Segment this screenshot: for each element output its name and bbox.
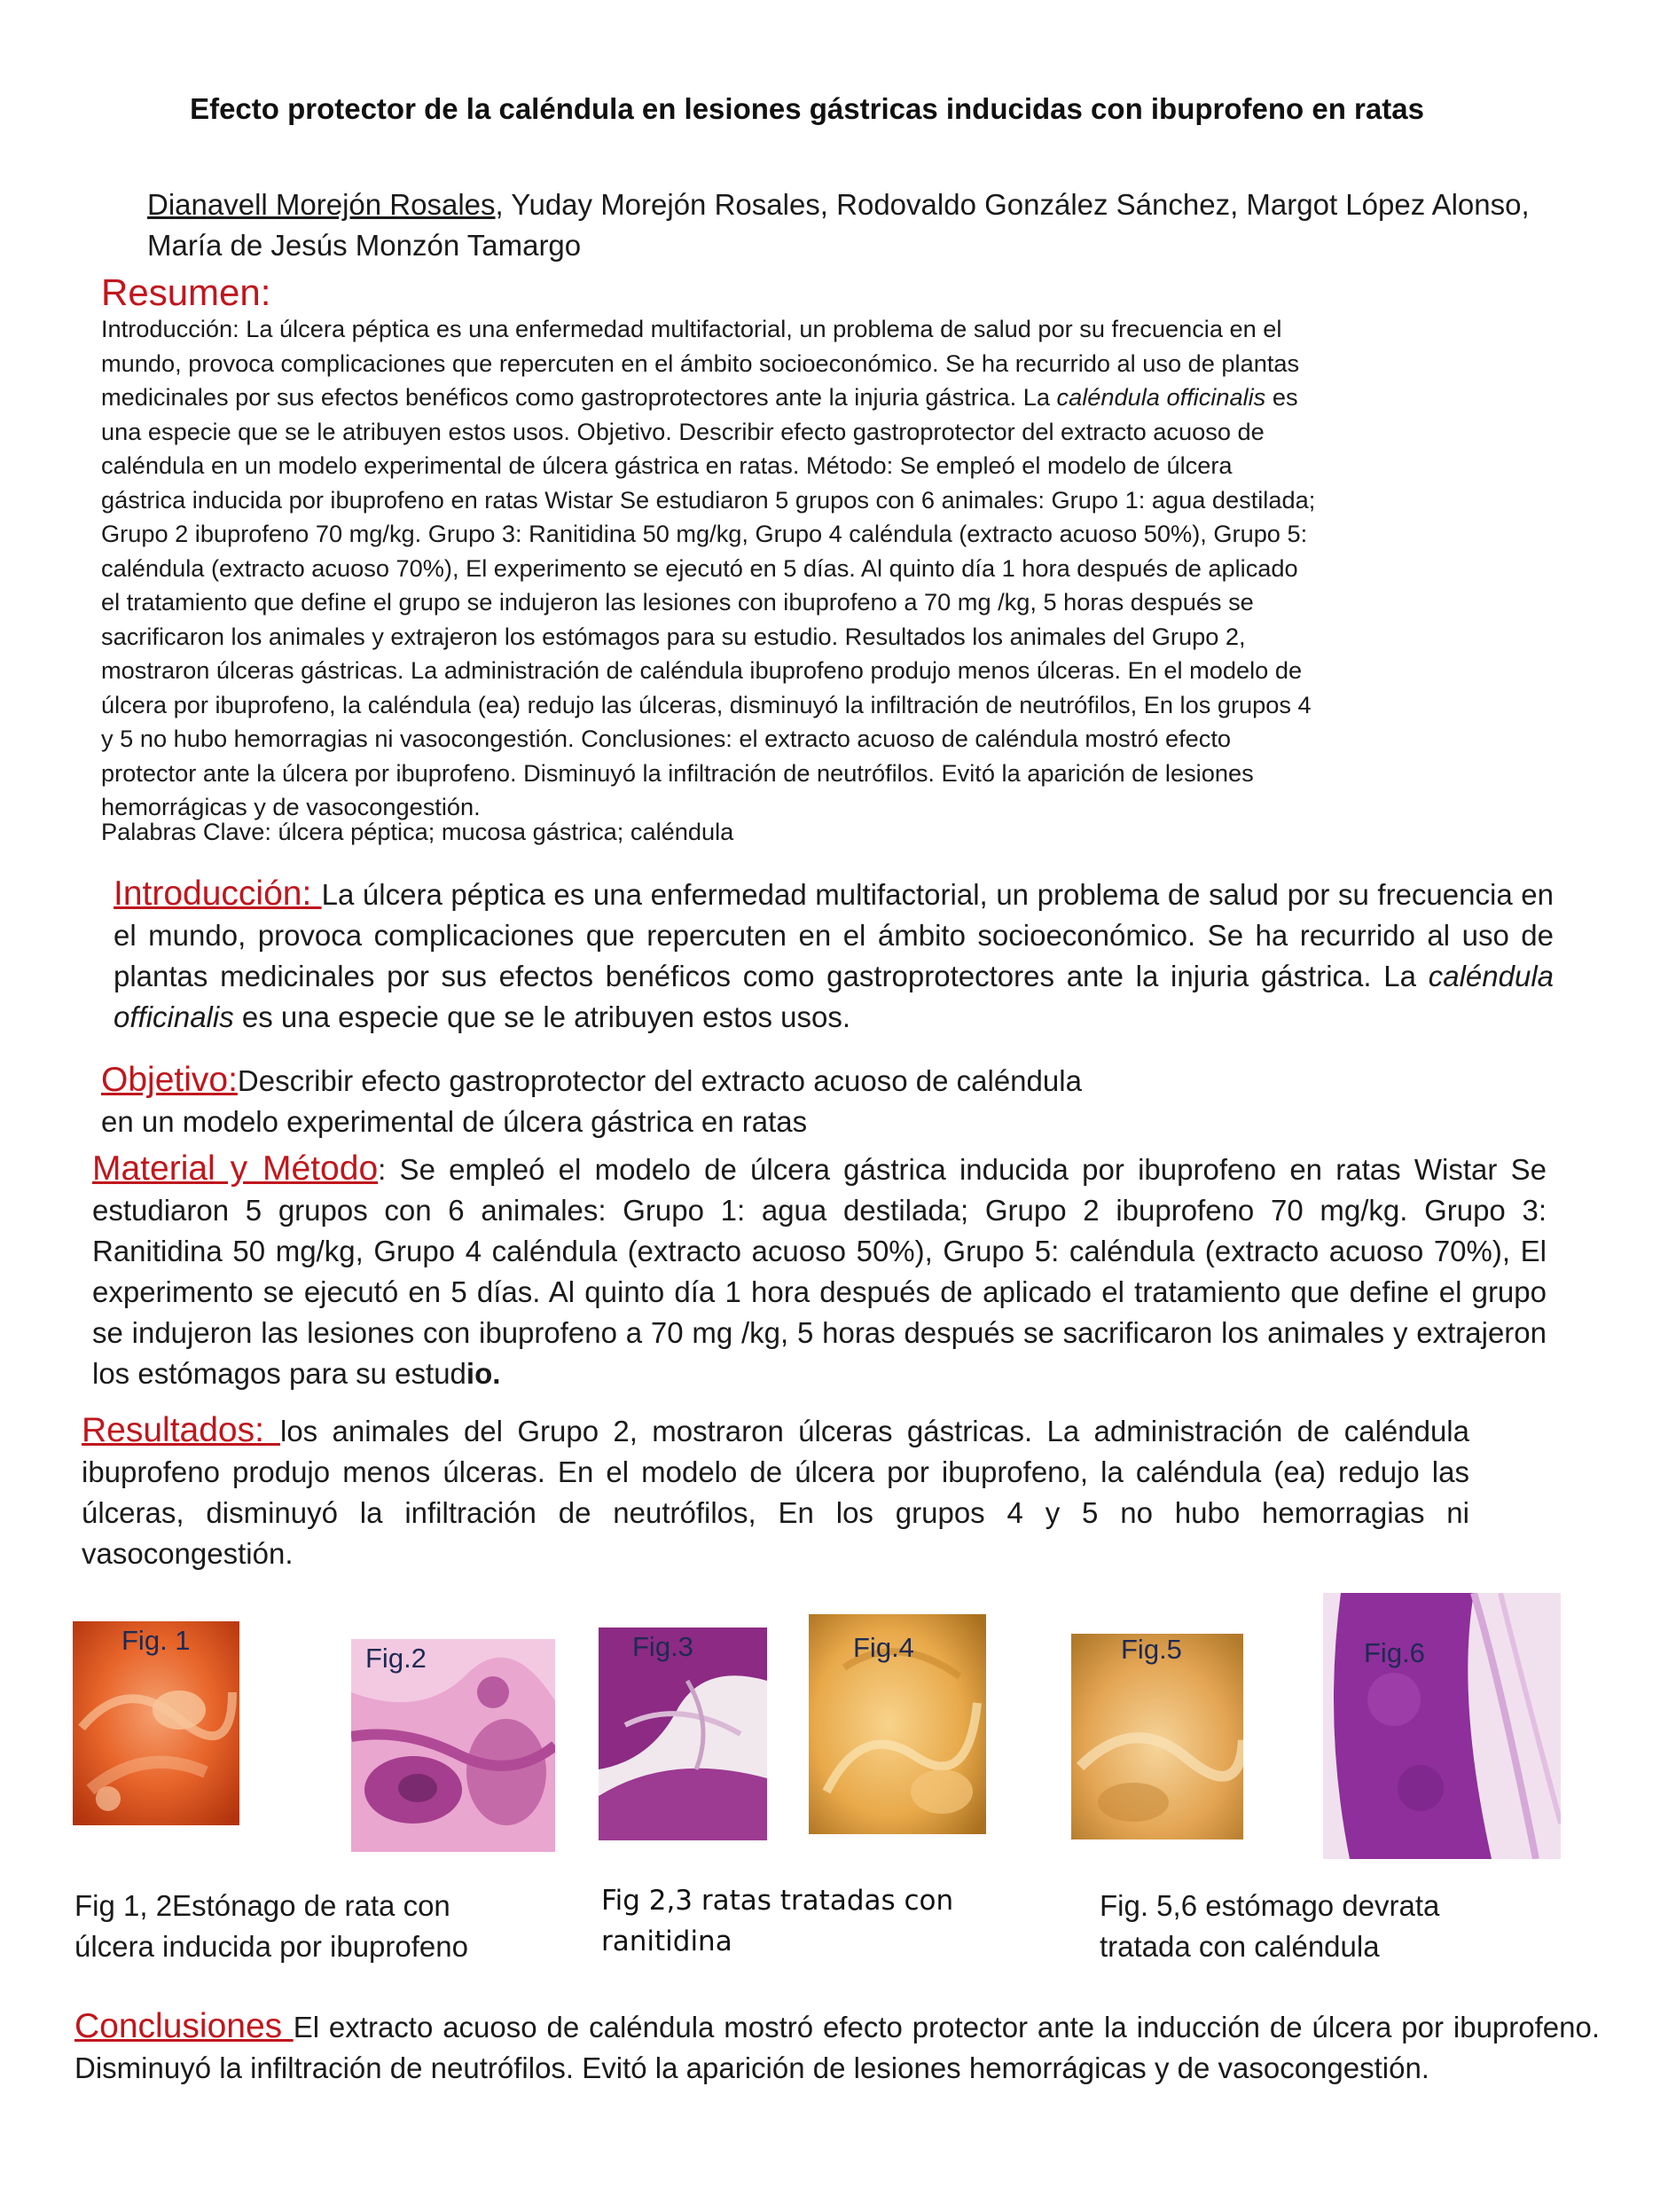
author-list	[147, 184, 1531, 266]
first-author: Dianavell Morejón Rosales	[147, 188, 496, 221]
caption-3: Fig. 5,6 estómago devrata tratada con caléndula	[1100, 1889, 1440, 1963]
abstract-line: y 5 no hubo hemorragias ni vasocongestión. Conclusiones: el extracto acuoso de caléndula mostró efecto	[101, 725, 1232, 752]
abstract-body	[101, 312, 1534, 825]
abstract-line: mundo, provoca complicaciones que repercuten en el ámbito socioeconómico. Se ha recurrido al uso de plantas	[101, 349, 1300, 377]
abstract-line: hemorrágicas y de vasocongestión.	[101, 793, 481, 820]
paper-title: Efecto protector de la caléndula en lesiones gástricas inducidas con ibuprofeno en ratas	[190, 92, 1424, 125]
abstract-line: mostraron úlceras gástricas. La administración de caléndula ibuprofeno produjo menos úlceras. En el modelo de	[101, 656, 1303, 684]
conclusiones-section: Conclusiones El extracto acuoso de caléndula mostró efecto protector ante la inducción de úlcera por ibuprofeno. Disminuyó la infiltración de neutrófilos. Evitó la aparición de lesiones hemorrágicas y de vasocongestión.	[74, 2007, 1601, 2084]
abstract-line: caléndula (extracto acuoso 70%), El experimento se ejecutó en 5 días. Al quinto día 1 hora después de aplicado	[101, 553, 1298, 582]
keywords: Palabras Clave: úlcera péptica; mucosa gástrica; caléndula	[101, 818, 734, 845]
abstract-line: medicinales por sus efectos benéficos como gastroprotectores ante la injuria gástrica. La caléndula officinalis es	[101, 383, 1298, 411]
resultados-heading: Resultados:	[82, 1411, 280, 1449]
figure-1	[73, 1621, 239, 1825]
figure-4	[809, 1614, 986, 1834]
abstract-line: Grupo 2 ibuprofeno 70 mg/kg. Grupo 3: Ranitidina 50 mg/kg, Grupo 4 caléndula (extracto acuoso 50%), Grupo 5:	[101, 520, 1308, 547]
abstract-line: gástrica inducida por ibuprofeno en ratas Wistar Se estudiaron 5 grupos con 6 animales: Grupo 1: agua destilada;	[101, 485, 1316, 514]
abstract-line: Introducción: La úlcera péptica es una enfermedad multifactorial, un problema de salud por su frecuencia en el	[101, 315, 1282, 342]
species-name: caléndula officinalis	[114, 960, 1554, 1033]
abstract-line: caléndula en un modelo experimental de úlcera gástrica en ratas. Método: Se empleó el modelo de úlcera	[101, 451, 1233, 479]
introduccion-heading: Introducción:	[114, 875, 322, 913]
figure-6	[1323, 1593, 1561, 1859]
resultados-section: Resultados: los animales del Grupo 2, mostraron úlceras gástricas. La administración de caléndula ibuprofeno produjo menos úlceras. En el modelo de úlcera por ibuprofeno, la caléndula (ea) redujo las úlceras, disminuyó la infiltración de neutrófilos, En los grupos 4 y 5 no hubo hemorragias ni vasocongestión.	[82, 1411, 1469, 1570]
caption-2: Fig 2,3 ratas tratadas con ranitidina	[601, 1885, 954, 1957]
figure-label: Fig.4	[853, 1632, 914, 1663]
abstract-line: el tratamiento que define el grupo se indujeron las lesiones con ibuprofeno a 70 mg /kg, 5 horas después se	[101, 588, 1254, 616]
abstract-line: úlcera por ibuprofeno, la caléndula (ea) redujo las úlceras, disminuyó la infiltración de neutrófilos, En los grupos 4	[101, 690, 1312, 718]
figure-label: Fig.6	[1364, 1637, 1425, 1668]
metodo-heading: Material y Método	[92, 1149, 379, 1188]
objetivo-section: Objetivo:Describir efecto gastroprotector del extracto acuoso de caléndula en un modelo experimental de úlcera gástrica en ratas	[101, 1061, 1082, 1138]
figure-3	[599, 1628, 767, 1840]
other-authors: , Yuday Morejón Rosales, Rodovaldo González Sánchez, Margot López Alonso, María de Jesús Monzón Tamargo	[147, 188, 1530, 262]
species-name: caléndula officinalis	[1056, 383, 1266, 411]
caption-1: Fig 1, 2Estónago de rata con úlcera inducida por ibuprofeno	[74, 1889, 468, 1963]
abstract-line: sacrificaron los animales y extrajeron los estómagos para su estudio. Resultados los animales del Grupo 2,	[101, 622, 1246, 650]
figure-label: Fig. 1	[121, 1625, 191, 1656]
figure-5	[1071, 1634, 1243, 1839]
abstract-line: una especie que se le atribuyen estos usos. Objetivo. Describir efecto gastroprotector del extracto acuoso de	[101, 417, 1265, 445]
figure-label: Fig.5	[1121, 1634, 1182, 1665]
figure-label: Fig.2	[365, 1643, 427, 1674]
figure-label: Fig.3	[632, 1631, 693, 1662]
resumen-heading: Resumen:	[101, 271, 271, 313]
figure-2	[351, 1639, 555, 1852]
conclusiones-heading: Conclusiones	[74, 2007, 294, 2045]
introduccion-section: Introducción: La úlcera péptica es una enfermedad multifactorial, un problema de salud por su frecuencia en el mundo, provoca complicaciones que repercuten en el ámbito socioeconómico. Se ha recurrido al uso de plantas medicinales por sus efectos benéficos como gastroprotectores ante la injuria gástrica. La caléndula officinalis es una especie que se le atribuyen estos usos.	[114, 875, 1554, 1033]
abstract-line: protector ante la úlcera por ibuprofeno. Disminuyó la infiltración de neutrófilos. Evitó la aparición de lesiones	[101, 758, 1254, 787]
metodo-section: Material y Método: Se empleó el modelo de úlcera gástrica inducida por ibuprofeno en ratas Wistar Se estudiaron 5 grupos con 6 animales: Grupo 1: agua destilada; Grupo 2 ibuprofeno 70 mg/kg. Grupo 3: Ranitidina 50 mg/kg, Grupo 4 caléndula (extracto acuoso 50%), Grupo 5: caléndula (extracto acuoso 70%), El experimento se ejecutó en 5 días. Al quinto día 1 hora después de aplicado el tratamiento que define el grupo se indujeron las lesiones con ibuprofeno a 70 mg /kg, 5 horas después se sacrificaron los animales y extrajeron los estómagos para su estudio.	[92, 1149, 1547, 1390]
objetivo-heading: Objetivo:	[101, 1061, 238, 1099]
